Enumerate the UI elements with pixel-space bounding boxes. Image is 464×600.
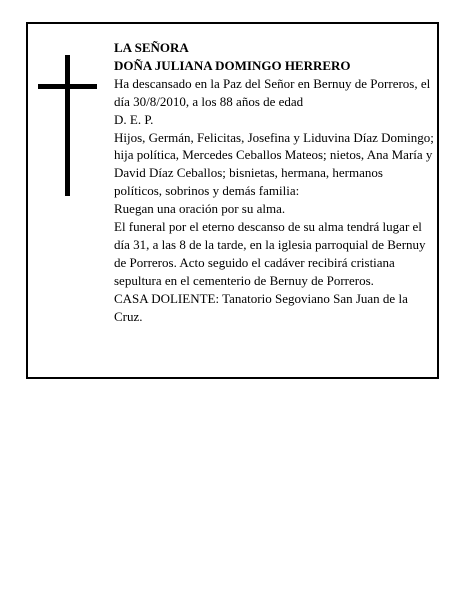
dep-line: D. E. P. — [114, 111, 154, 127]
title-line-1: LA SEÑORA — [114, 40, 189, 55]
funeral-details: El funeral por el eterno descanso de su alma tendrá lugar el día 31, a las 8 de la tarde, en la iglesia parroquial de Bernuy de Porreros. Acto seguido el cadáver recibirá cristiana sepultura en el cementerio de Bernuy de Porreros. — [114, 219, 426, 288]
deceased-name: DOÑA JULIANA DOMINGO HERRERO — [114, 57, 351, 73]
death-announcement: Ha descansado en la Paz del Señor en Bernuy de Porreros, el día 30/8/2010, a los 88 años de edad — [114, 75, 431, 109]
obituary-text — [114, 39, 434, 326]
prayer-request: Ruegan una oración por su alma. — [114, 201, 286, 217]
family-list: Hijos, Germán, Felicitas, Josefina y Liduvina Díaz Domingo; hija política, Mercedes Ceballos Mateos; nietos, Ana María y David Díaz Ceballos; bisnietas, hermana, hermanos políticos, sobrinos y demás familia: — [114, 129, 434, 199]
cross-icon — [65, 55, 70, 196]
cross-icon-crossbar — [38, 84, 97, 89]
casa-doliente: CASA DOLIENTE: Tanatorio Segoviano San Juan de la Cruz. — [114, 290, 408, 324]
